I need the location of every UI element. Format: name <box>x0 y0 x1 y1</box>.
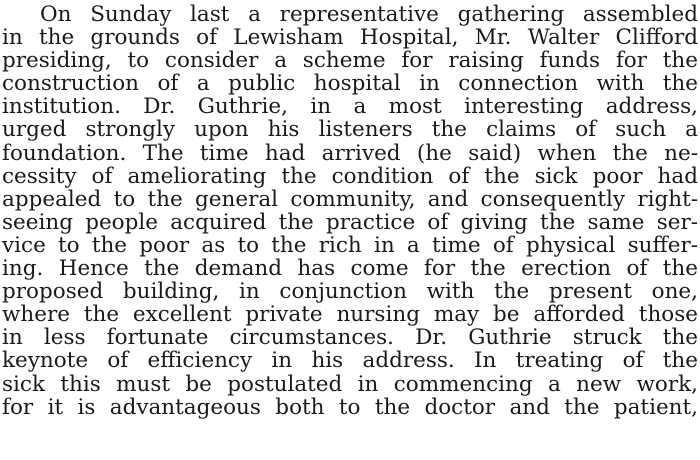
text-line: for it is advantageous both to the doctor and the patient, <box>2 395 698 419</box>
text-line: proposed building, in conjunction with the present one, <box>2 280 698 304</box>
text-line: seeing people acquired the practice of giving the same ser- <box>2 210 698 234</box>
text-line: vice to the poor as to the rich in a time of physical suffer- <box>2 233 698 258</box>
text-line: in the grounds of Lewisham Hospital, Mr. Walter Clifford <box>2 26 698 50</box>
text-line: On Sunday last a representative gathering assembled <box>40 3 698 27</box>
text-line: construction of a public hospital in connection with the <box>2 72 698 96</box>
text-line: presiding, to consider a scheme for raising funds for the <box>2 49 698 73</box>
text-line: institution. Dr. Guthrie, in a most interesting address, <box>2 95 698 119</box>
text-line: in less fortunate circumstances. Dr. Guthrie struck the <box>2 326 698 350</box>
text-line: sick this must be postulated in commencing a new work, <box>2 372 698 396</box>
text-line: appealed to the general community, and consequently right- <box>2 187 698 211</box>
text-line: keynote of efficiency in his address. In treating of the <box>2 349 698 373</box>
text-line: foundation. The time had arrived (he said) when the ne- <box>2 141 698 165</box>
text-line: urged strongly upon his listeners the claims of such a <box>2 118 698 142</box>
text-line: ing. Hence the demand has come for the erection of the <box>2 257 698 281</box>
text-line: where the excellent private nursing may be afforded those <box>2 303 698 327</box>
text-line: cessity of ameliorating the condition of the sick poor had <box>2 164 698 188</box>
